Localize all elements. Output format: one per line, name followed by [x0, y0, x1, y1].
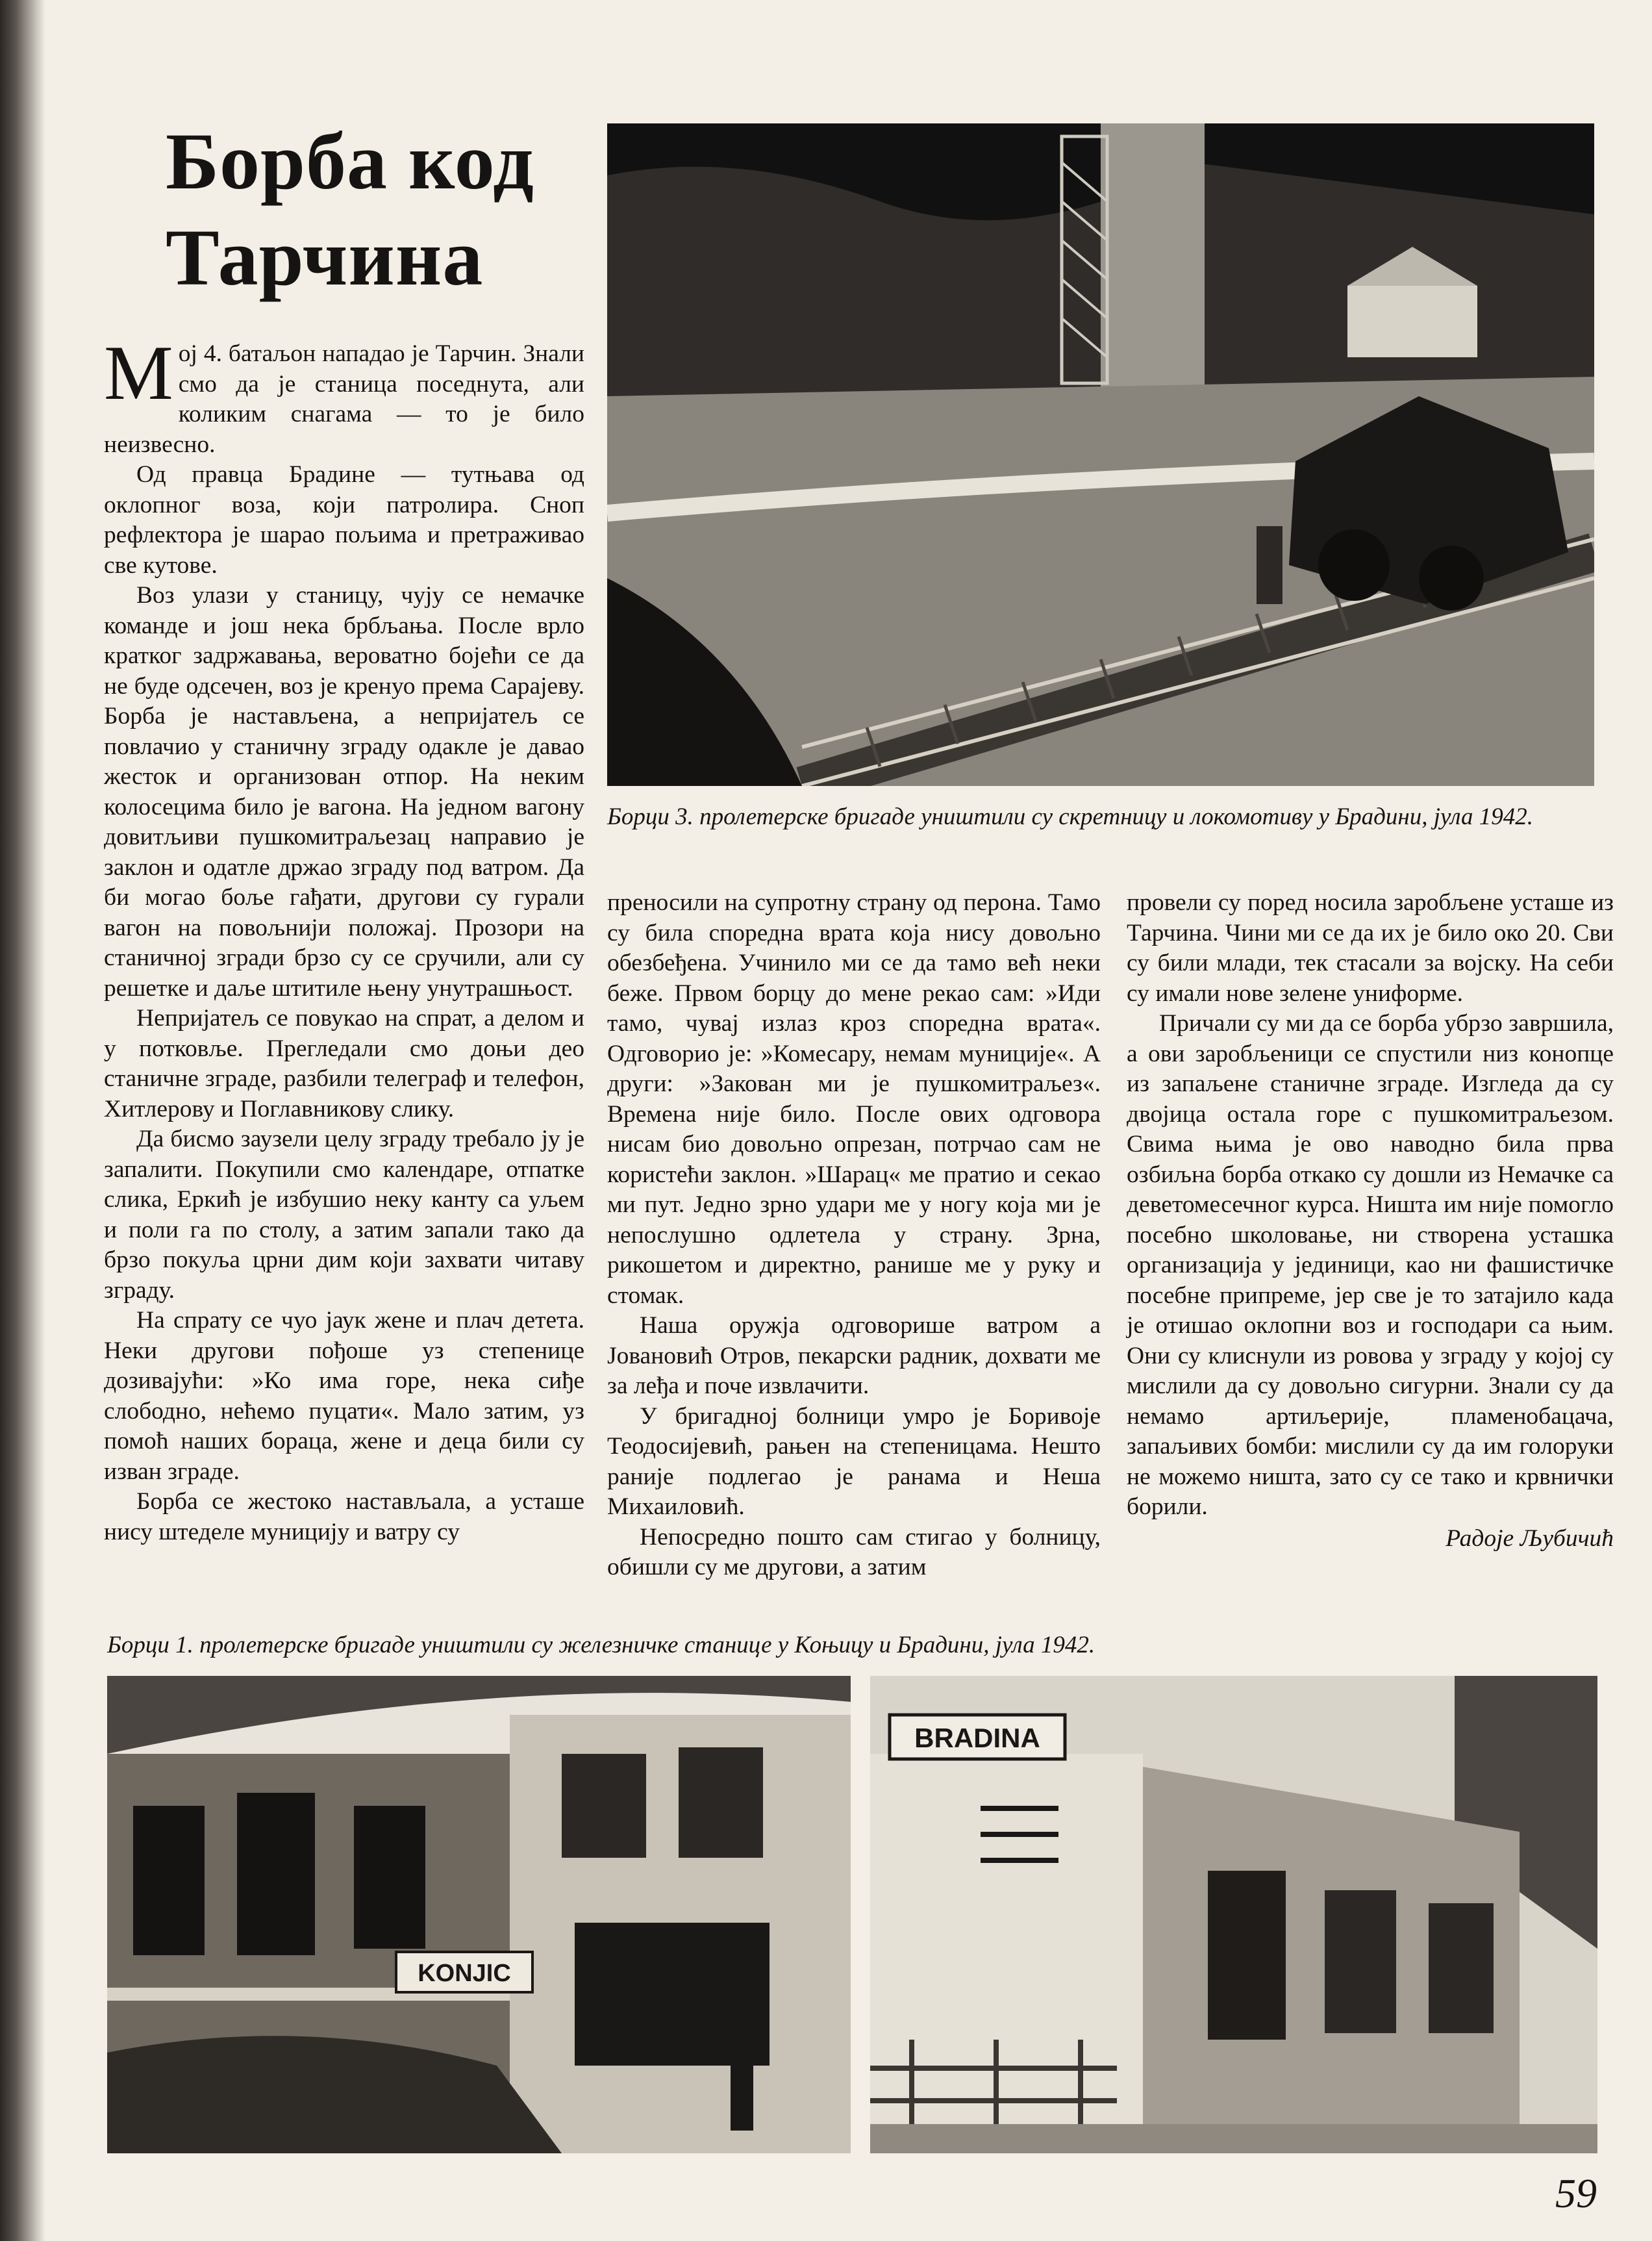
article-column-2: [607, 888, 1101, 1583]
paragraph: Непријатељ се повукао на спрат, а делом и у потковље. Прегледали смо доњи део станичне зграде, разбили телеграф и телефон, Хитлерову и Поглавникову слику.: [104, 1005, 584, 1122]
article-title: [166, 114, 581, 306]
paragraph: преносили на супротну страну од перона. Тамо су била споредна врата која нису довољно обезбеђена. Учинило ми се да тамо већ неки беже. Првом борцу до мене рекао сам: »Иди тамо, чувај излаз кроз споредна врата«. Одговорио је: »Комесару, немам муниције«. А други: »Закован ми је пушкомитраљез«. Времена није било. После ових одговора нисам био довољно опрезан, потрчао сам не користећи заклон. »Шарац« ме пратио и секао ми пут. Једно зрно удари ме у ногу која ми је непослушно одлетела у страну. Зрна, рикошетом и директно, ранише ме у руку и стомак.: [607, 889, 1101, 1309]
page-binding-shadow: [0, 0, 45, 2241]
paragraph: Борба се жестоко настављала, а усташе нису штеделе муницију и ватру су: [104, 1488, 584, 1545]
title-line-1: Борба код: [166, 117, 534, 206]
article-column-1: [104, 329, 584, 1547]
title-line-2: Тарчина: [166, 213, 484, 302]
paragraph: провели су поред носила заробљене усташе из Тарчина. Чини ми се да их је било око 20. Сви су били млади, тек стасали за војску. На себи су имали нове зелене униформе.: [1127, 889, 1614, 1007]
paragraph: Мој 4. батаљон нападао је Тарчин. Знали смо да је станица поседнута, али коликим снагама — то је било неизвесно.: [104, 329, 584, 458]
paragraph: Наша оружја одговорише ватром а Јовановић Отров, пекарски радник, дохвати ме за леђа и поче извлачити.: [607, 1312, 1101, 1399]
paragraph: Причали су ми да се борба убрзо завршила, а ови заробљеници се спустили низ конопце из запаљене станичне зграде. Изгледа да су двојица остала горе с пушкомитраљезом. Свима њима је ово наводно била прва озбиљна борба откако су дошли из Немачке са деветомесечног курса. Ништа им није помогло посебно школовање, ни створена усташка организација у јединици, као ни фашистичке посебне припреме, јер све је то затајило када је отишао оклопни воз и господари са њим. Они су клиснули из ровова у зграду у којој су мислили да су довољно сигурни. Знали су да немамо артиљерије, пламенобацача, запаљивих бомби: мислили су да им голоруки не можемо ништа, зато су се тако и крвнички борили.: [1127, 1010, 1614, 1520]
konjic-sign-text: KONJIC: [418, 1960, 511, 1987]
photo-konjic-station: [107, 1676, 851, 2153]
bradina-sign-text: BRADINA: [914, 1723, 1040, 1753]
article-column-3: [1127, 888, 1614, 1554]
top-photo-locomotive: [607, 123, 1594, 786]
photo-bradina-station: [870, 1676, 1597, 2153]
paragraph: Воз улази у станицу, чују се немачке команде и још нека брбљања. После врло кратког задржавања, вероватно бојећи се да не буде одсечен, воз је кренуо према Сарајеву. Борба је настављена, а непријатељ се повлачио у станичну зграду одакле је давао жесток и организован отпор. На неким колосецима било је вагона. На једном вагону довитљиви пушкомитраљезац направио је заклон и одатле држао зграду под ватром. Да би могао боље гађати, другови су гурали вагон на повољнији положај. Прозори на станичној згради брзо су се сручили, али су решетке и даље штитиле њену унутрашњост.: [104, 582, 584, 1002]
paragraph: Од правца Брадине — тутњава од оклопног воза, који патролира. Сноп рефлектора је шарао пољима и претраживао све кутове.: [104, 461, 584, 579]
paragraph: Да бисмо заузели целу зграду требало ју је запалити. Покупили смо календаре, отпатке слика, Еркић је избушио неку канту са уљем и поли га по столу, а затим запали тако да брзо покуља црни дим који захвати читаву зграду.: [104, 1126, 584, 1304]
dropcap-letter: М: [104, 329, 173, 416]
author-signature: Радоје Љубичић: [1446, 1525, 1614, 1552]
top-photo-caption: Борци 3. пролетерске бригаде уништили су скретницу и локомотиву у Брадини, јула 1942.: [607, 804, 1533, 830]
paragraph: Непосредно пошто сам стигао у болницу, обишли су ме другови, а затим: [607, 1523, 1101, 1580]
paragraph: У бригадној болници умро је Боривоје Теодосијевић, рањен на степеницама. Нешто раније подлегао је ранама и Неша Михаиловић.: [607, 1402, 1101, 1520]
paragraph: На спрату се чуо јаук жене и плач детета. Неки другови пођоше уз степенице дозивајући: »Ко има горе, нека сиђе слободно, нећемо пуцати«. Мало затим, уз помоћ наших бораца, жене и деца били су изван зграде.: [104, 1307, 584, 1485]
page-number: 59: [1555, 2170, 1597, 2216]
bottom-photos-caption: Борци 1. пролетерске бригаде уништили су железничке станице у Коњицу и Брадини, јула 1942.: [107, 1632, 1095, 1658]
